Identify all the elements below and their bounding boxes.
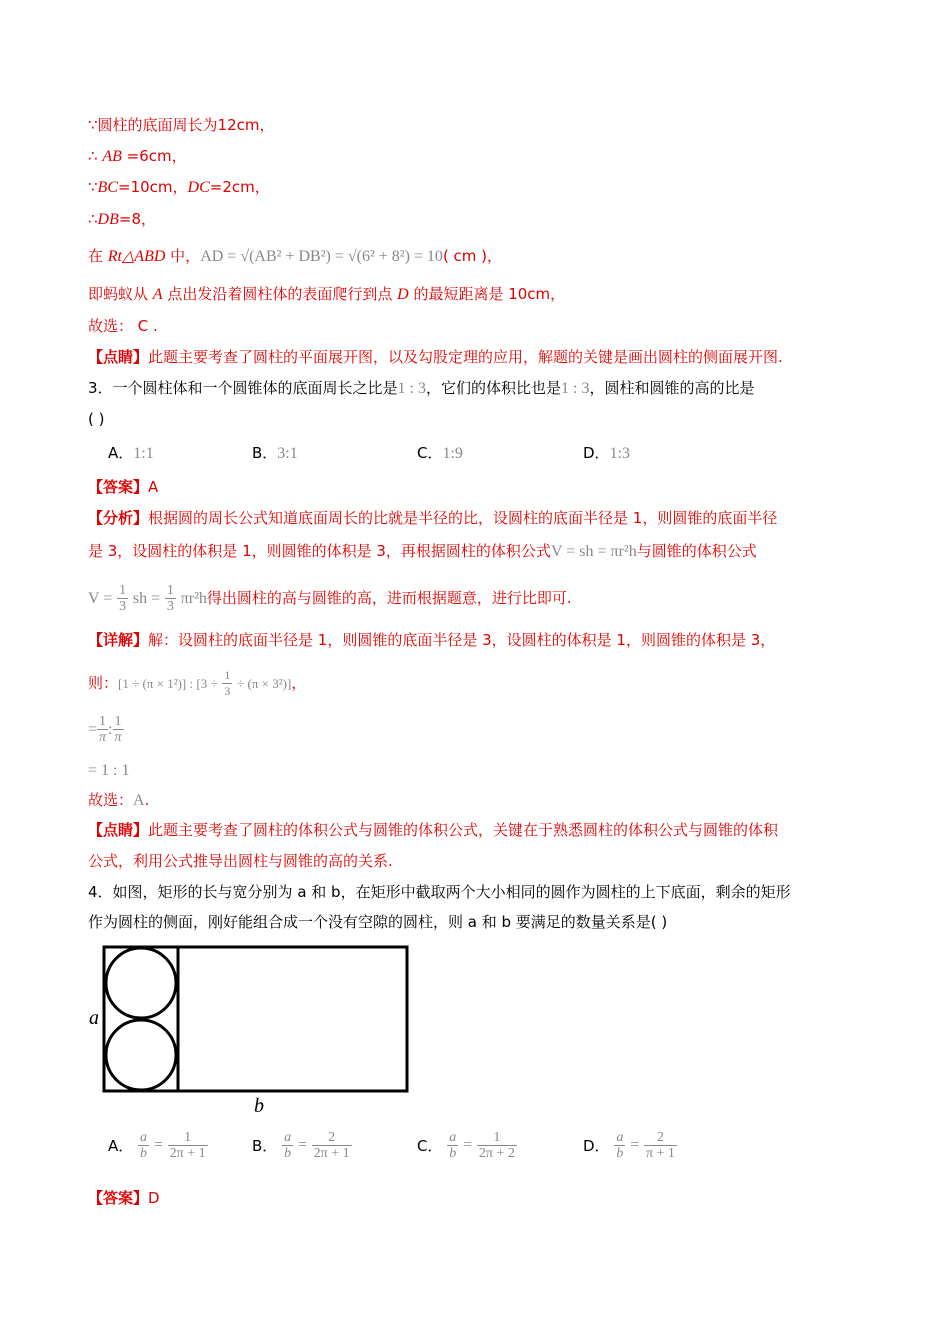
q3-analysis-1 <box>88 508 777 528</box>
tip-tag: 【点睛】 <box>88 821 149 839</box>
solution-line-2 <box>88 146 187 167</box>
denominator: 2π + 1 <box>313 1146 350 1161</box>
text: =6cm， <box>121 147 187 165</box>
text: . <box>144 791 150 809</box>
q3-options <box>108 442 808 478</box>
text: 是 3，设圆柱的体积是 1，则圆锥的体积是 3，再根据圆柱的体积公式 <box>88 542 551 560</box>
denominator: 3 <box>119 599 127 614</box>
numerator: 1 <box>224 668 231 682</box>
tip-tag: 【点睛】 <box>88 348 149 366</box>
option-value: 1:1 <box>133 445 154 462</box>
label-a: a <box>89 1007 99 1029</box>
text: 故选： C . <box>88 317 158 335</box>
text: =10cm， <box>118 178 188 196</box>
text: ∴ <box>88 147 103 165</box>
q3-tip-2 <box>88 851 393 871</box>
q3-option-c[interactable] <box>417 442 463 463</box>
chosen-option: A <box>133 792 145 809</box>
text: =2cm， <box>209 178 270 196</box>
text: 3．一个圆柱体和一个圆锥体的底面周长之比是 <box>88 379 398 397</box>
math-var: A <box>152 286 163 303</box>
text: 作为圆柱的侧面，刚好能组合成一个没有空隙的圆柱，则 a 和 b 要满足的数量关系是( ) <box>88 913 668 931</box>
q3-detail-2 <box>88 668 306 699</box>
top-circle <box>106 948 176 1018</box>
math-var: Rt△ABD <box>107 248 166 265</box>
q3-answer <box>88 477 158 497</box>
numerator: a <box>284 1130 292 1145</box>
detail-tag: 【详解】 <box>88 631 149 649</box>
numerator: 1 <box>113 714 124 730</box>
fraction-one-over-pi <box>97 714 108 745</box>
q3-option-b[interactable] <box>252 442 298 463</box>
fraction-one-third <box>117 583 128 614</box>
numerator: 1 <box>168 1130 208 1146</box>
fraction-lhs <box>138 1130 149 1161</box>
ratio: 1 : 3 <box>397 380 426 397</box>
text: 与圆锥的体积公式 <box>636 542 757 560</box>
q3-paren <box>88 409 104 429</box>
text: ( cm )， <box>442 247 503 265</box>
text: 则： <box>88 674 119 692</box>
option-label: C． <box>417 444 443 462</box>
q3-analysis-3 <box>88 583 572 614</box>
math-expression: [1 ÷ (π × 1²)] : [3 ÷ <box>118 676 218 691</box>
text: 解：设圆柱的底面半径是 1，则圆锥的底面半径是 3，设圆柱的体积是 1，则圆锥的体积是 3， <box>148 631 776 649</box>
text: ，圆柱和圆锥的高的比是 <box>589 379 755 397</box>
answer-tag: 【答案】 <box>88 1189 149 1207</box>
math-var: DB <box>97 211 119 228</box>
fraction-rhs <box>312 1130 352 1161</box>
denominator: 3 <box>224 684 231 698</box>
fraction-one-over-pi <box>113 714 124 745</box>
math-text: = <box>88 721 98 738</box>
text: ∴ <box>88 210 98 228</box>
math-result: = 1 : 1 <box>88 762 130 779</box>
fraction-lhs <box>447 1130 458 1161</box>
fraction-one-third <box>222 668 232 699</box>
option-label: B． <box>252 444 278 462</box>
fraction-lhs <box>282 1130 293 1161</box>
solution-line-5 <box>88 246 502 267</box>
numerator: a <box>140 1130 148 1145</box>
q3-chosen <box>88 790 149 811</box>
text: 此题主要考查了圆柱的体积公式与圆锥的体积公式，关键在于熟悉圆柱的体积公式与圆锥的体积 <box>148 821 779 839</box>
answer-value: D <box>148 1189 160 1207</box>
denominator: 2π + 2 <box>478 1146 515 1161</box>
fraction-rhs <box>168 1130 208 1161</box>
denominator: b <box>616 1146 624 1161</box>
q4-stem-2 <box>88 912 667 932</box>
numerator: a <box>449 1130 457 1145</box>
denominator: 3 <box>166 599 174 614</box>
denominator: b <box>284 1146 292 1161</box>
text: 公式，利用公式推导出圆柱与圆锥的高的关系. <box>88 852 393 870</box>
answer-tag: 【答案】 <box>88 478 149 496</box>
math-var: D <box>397 286 409 303</box>
text: ∵ <box>88 178 98 196</box>
q4-stem-1 <box>88 882 791 902</box>
q3-option-a[interactable] <box>108 442 154 463</box>
numerator: 2 <box>644 1130 677 1146</box>
option-value: 3:1 <box>277 445 298 462</box>
q4-options <box>108 1130 808 1176</box>
cylinder-volume-formula: V = sh = πr²h <box>550 543 637 560</box>
ratio: 1 : 3 <box>561 380 590 397</box>
answer-blank: ( ) <box>88 410 105 428</box>
q4-option-b[interactable]: B． $\frac{a}{b}$ = $\frac{2}{2\pi + 1}$ <box>252 1130 350 1161</box>
text: ，它们的体积比也是 <box>426 379 562 397</box>
option-label: C． <box>417 1137 443 1155</box>
tip-text: 此题主要考查了圆柱的平面展开图，以及勾股定理的应用，解题的关键是画出圆柱的侧面展开图. <box>148 348 783 366</box>
numerator: 1 <box>477 1130 517 1146</box>
denominator: b <box>449 1146 457 1161</box>
option-label: A． <box>108 444 134 462</box>
numerator: 2 <box>312 1130 352 1146</box>
answer-value: A <box>148 478 159 496</box>
option-label: D． <box>583 444 610 462</box>
denominator: 2π + 1 <box>169 1146 206 1161</box>
text: =8， <box>118 210 156 228</box>
fraction-lhs <box>614 1130 625 1161</box>
analysis-tag: 【分析】 <box>88 509 149 527</box>
math-text: πr²h <box>180 590 207 607</box>
text: ∵圆柱的底面周长为12cm， <box>88 116 275 134</box>
numerator: 1 <box>166 583 174 598</box>
solution-line-3 <box>88 177 270 198</box>
solution-line-7 <box>88 316 158 336</box>
solution-tip <box>88 347 783 367</box>
text: 故选： <box>88 791 134 809</box>
solution-line-6 <box>88 284 565 305</box>
text: 中， <box>165 247 201 265</box>
q3-stem <box>88 378 754 399</box>
q3-detail-1 <box>88 630 775 650</box>
option-value: 1:9 <box>442 445 463 462</box>
fraction-rhs <box>477 1130 517 1161</box>
math-text: : <box>108 721 113 738</box>
solution-line-1 <box>88 115 275 135</box>
q3-detail-3 <box>88 714 124 745</box>
outer-rectangle <box>104 947 407 1091</box>
option-label: D． <box>583 1137 610 1155</box>
text: 在 <box>88 247 108 265</box>
math-var: BC <box>97 179 118 196</box>
math-expression: ÷ (π × 3²)] <box>237 676 292 691</box>
bottom-circle <box>106 1020 176 1090</box>
q4-answer <box>88 1188 160 1208</box>
text: 根据圆的周长公式知道底面周长的比就是半径的比，设圆柱的底面半径是 1，则圆锥的底面半径 <box>148 509 778 527</box>
denominator: b <box>140 1146 148 1161</box>
text: 即蚂蚁从 <box>88 285 153 303</box>
math-text: V = <box>88 590 113 607</box>
option-label: A． <box>108 1137 134 1155</box>
text: 4．如图，矩形的长与宽分别为 a 和 b，在矩形中截取两个大小相同的圆作为圆柱的上下底面，剩余的矩形 <box>88 883 791 901</box>
label-b: b <box>254 1095 264 1117</box>
q3-option-d[interactable] <box>583 442 630 463</box>
math-text: sh = <box>132 590 161 607</box>
text: 点出发沿着圆柱体的表面爬行到点 <box>162 285 398 303</box>
numerator: a <box>616 1130 624 1145</box>
denominator: π + 1 <box>645 1146 675 1161</box>
option-value: 1:3 <box>609 445 631 462</box>
text: ， <box>291 674 307 692</box>
solution-line-4 <box>88 209 156 230</box>
q4-option-c[interactable]: C． $\frac{a}{b}$ = $\frac{1}{2\pi + 2}$ <box>417 1130 515 1161</box>
text: 的最短距离是 10cm， <box>408 285 566 303</box>
denominator: π <box>114 730 122 745</box>
denominator: π <box>99 730 107 745</box>
text: 得出圆柱的高与圆锥的高，进而根据题意，进行比即可. <box>206 589 572 607</box>
q3-tip-1 <box>88 820 778 840</box>
option-label: B． <box>252 1137 278 1155</box>
numerator: 1 <box>97 714 108 730</box>
q3-analysis-2 <box>88 541 757 562</box>
math-var: DC <box>187 179 210 196</box>
fraction-rhs <box>644 1130 677 1161</box>
q4-option-a[interactable]: A． $\frac{a}{b}$ = $\frac{1}{2\pi + 1}$ <box>108 1130 206 1161</box>
numerator: 1 <box>119 583 127 598</box>
q3-detail-4 <box>88 760 129 781</box>
q4-option-d[interactable]: D． $\frac{a}{b}$ = $\frac{2}{\pi + 1}$ <box>583 1130 675 1161</box>
fraction-one-third <box>165 583 176 614</box>
math-var: AB <box>102 148 122 165</box>
q4-figure <box>86 940 416 1120</box>
pythagoras-formula: AD = √(AB² + DB²) = √(6² + 8²) = 10 <box>200 248 443 265</box>
